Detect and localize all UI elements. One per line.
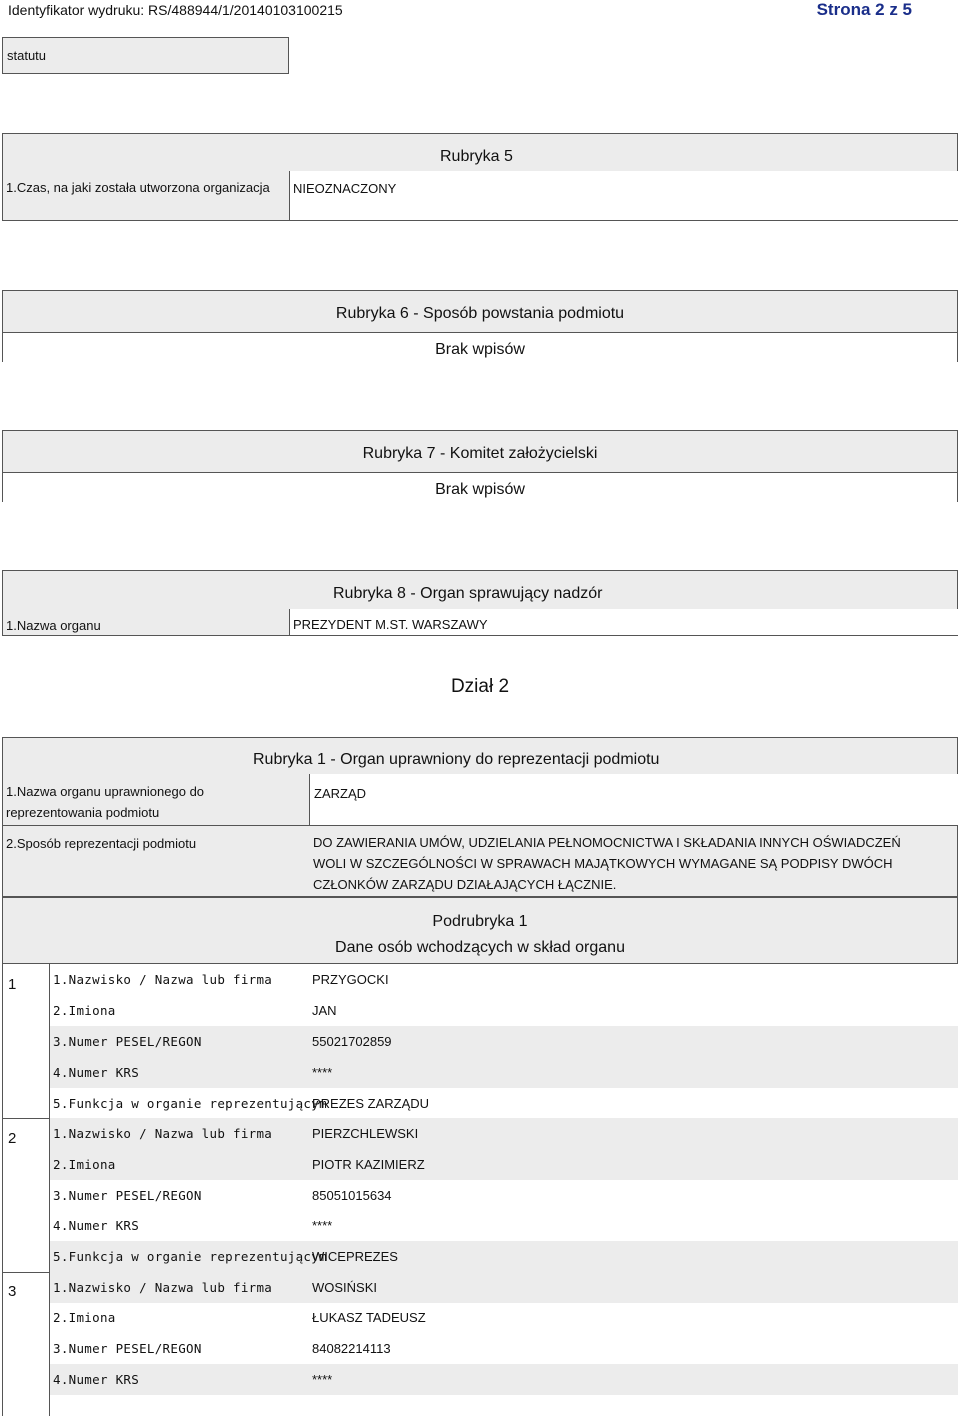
names-label: 2.Imiona: [53, 1310, 116, 1325]
section-heading: Dział 2: [450, 676, 510, 697]
podrubryka-title: Podrubryka 1: [432, 913, 528, 930]
print-identifier: Identyfikator wydruku: RS/488944/1/20140103100215: [8, 2, 343, 18]
names-label: 2.Imiona: [53, 1157, 116, 1172]
table-row: [50, 1241, 958, 1272]
function-label: 5.Funkcja w organie reprezentującym: [53, 1096, 327, 1111]
rubryka1-value1: ZARZĄD: [314, 786, 366, 801]
table-row: [50, 1149, 958, 1180]
table-row: [50, 1026, 958, 1057]
pesel-label: 3.Numer PESEL/REGON: [53, 1188, 202, 1203]
person-number: 2: [8, 1130, 17, 1147]
rubryka8-title: Rubryka 8 - Organ sprawujący nadzór: [333, 585, 603, 602]
surname-label: 1.Nazwisko / Nazwa lub firma: [53, 1126, 273, 1141]
surname-value: PIERZCHLEWSKI: [312, 1126, 419, 1141]
table-row: [50, 1272, 958, 1303]
table-row: [50, 1364, 958, 1395]
rubryka1-label1: 1.Nazwa organu uprawnionego do reprezentowania podmiotu: [6, 784, 205, 820]
rubryka7-title: Rubryka 7 - Komitet założycielski: [362, 445, 598, 462]
rubryka1-label2: 2.Sposób reprezentacji podmiotu: [6, 836, 197, 851]
pesel-value: 55021702859: [312, 1034, 392, 1049]
rubryka7-value: Brak wpisów: [3, 472, 957, 503]
rubryka6-section: [2, 290, 958, 362]
statutu-label: statutu: [7, 48, 47, 63]
rubryka8-value: PREZYDENT M.ST. WARSZAWY: [293, 617, 488, 632]
krs-label: 4.Numer KRS: [53, 1218, 140, 1233]
rubryka6-value: Brak wpisów: [3, 332, 957, 363]
rubryka6-title: Rubryka 6 - Sposób powstania podmiotu: [335, 305, 625, 322]
table-row: [50, 1333, 958, 1364]
surname-value: PRZYGOCKI: [312, 972, 389, 987]
rubryka1-section: [2, 737, 958, 897]
krs-value: ****: [312, 1218, 333, 1233]
table-row: [50, 1088, 958, 1119]
krs-value: ****: [312, 1372, 333, 1387]
table-row: [50, 964, 958, 995]
rubryka5-title: Rubryka 5: [440, 148, 513, 165]
rubryka5-value-cell: [289, 171, 958, 220]
names-value: PIOTR KAZIMIERZ: [312, 1157, 425, 1172]
rubryka1-value1-cell: [309, 774, 958, 825]
pesel-value: 85051015634: [312, 1188, 392, 1203]
function-value: WICEPREZES: [312, 1249, 398, 1264]
rubryka8-section: [2, 570, 958, 636]
rubryka1-title: Rubryka 1 - Organ uprawniony do reprezentacji podmiotu: [253, 751, 660, 768]
rubryka5-value: NIEOZNACZONY: [293, 181, 397, 196]
person-number: 3: [8, 1283, 17, 1300]
rubryka8-value-cell: [289, 609, 958, 635]
function-value: PREZES ZARZĄDU: [312, 1096, 430, 1111]
page-number: Strona 2 z 5: [816, 0, 912, 19]
table-row: [50, 995, 958, 1026]
rubryka5-section: [2, 133, 958, 221]
pesel-value: 84082214113: [312, 1341, 391, 1356]
divider: [2, 1272, 50, 1273]
surname-label: 1.Nazwisko / Nazwa lub firma: [53, 1280, 273, 1295]
surname-value: WOSIŃSKI: [312, 1280, 378, 1295]
rubryka7-section: [2, 430, 958, 502]
rubryka8-label: 1.Nazwa organu: [6, 618, 101, 633]
function-label: 5.Funkcja w organie reprezentującym: [53, 1249, 327, 1264]
divider: [3, 825, 957, 826]
names-value: ŁUKASZ TADEUSZ: [312, 1310, 426, 1325]
podrubryka-section: [2, 897, 958, 964]
table-row: [50, 1302, 958, 1333]
names-label: 2.Imiona: [53, 1003, 116, 1018]
rubryka1-value2: DO ZAWIERANIA UMÓW, UDZIELANIA PEŁNOMOCNICTWA I SKŁADANIA INNYCH OŚWIADCZEŃ WOLI W SZCZEGÓLNOŚCI W SPRAWACH MAJĄTKOWYCH WYMAGANE SĄ PODPISY DWÓCH CZŁONKÓW ZARZĄDU DZIAŁAJĄCYCH ŁĄCZNIE.: [313, 835, 901, 892]
table-row: [50, 1057, 958, 1088]
krs-label: 4.Numer KRS: [53, 1065, 140, 1080]
person-number: 1: [8, 976, 17, 993]
podrubryka-subtitle: Dane osób wchodzących w skład organu: [335, 939, 625, 956]
surname-label: 1.Nazwisko / Nazwa lub firma: [53, 972, 273, 987]
divider: [2, 1118, 50, 1119]
table-row: [50, 1210, 958, 1241]
table-row: [50, 1118, 958, 1149]
names-value: JAN: [312, 1003, 337, 1018]
statutu-cell: [2, 37, 289, 74]
pesel-label: 3.Numer PESEL/REGON: [53, 1341, 202, 1356]
krs-value: ****: [312, 1065, 333, 1080]
table-row: [50, 1180, 958, 1211]
pesel-label: 3.Numer PESEL/REGON: [53, 1034, 202, 1049]
krs-label: 4.Numer KRS: [53, 1372, 140, 1387]
rubryka5-label: 1.Czas, na jaki została utworzona organizacja: [6, 180, 270, 195]
